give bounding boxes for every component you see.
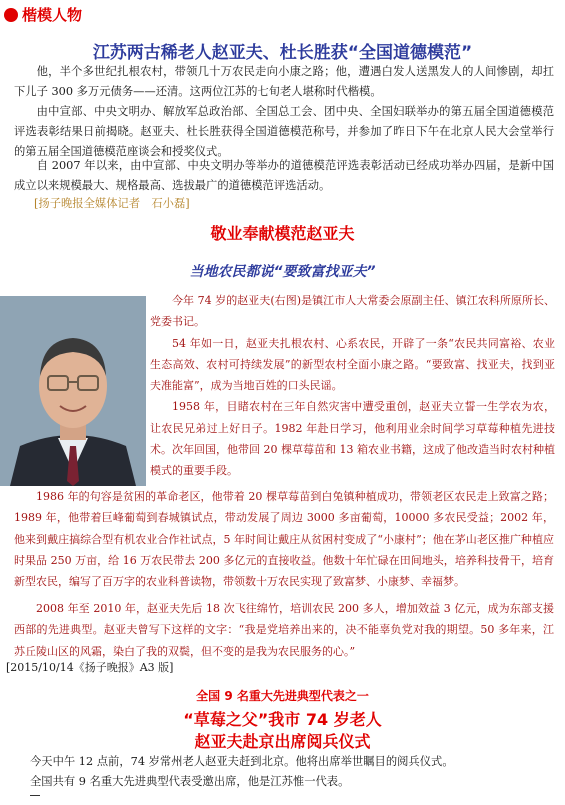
article3-headline-line1: 全国 9 名重大先进典型代表之一 [196,689,369,703]
continuation-dash [30,795,40,796]
article2-paragraph-3: 1958 年，目睹农村在三年自然灾害中遭受重创，赵亚夫立誓一生学农为农，让农民兄弟过上好日子。1982 年赴日学习，他利用业余时间学习草莓种植先进技术。次年回国，他带回 20 棵草莓苗和 13 箱农业书籍，这成了他改造当时农村种植模式的重要手段。 [150,400,555,478]
article2-subhead: 当地农民都说“要致富找亚夫” [189,264,376,280]
article1-paragraph-3: 自 2007 年以来，由中宣部、中央文明办等举办的道德模范评选表彰活动已经成功举办四届，是新中国成立以来规模最大、规格最高、选拔最广的道德模范评选活动。 [14,159,554,192]
article2-paragraph-4: 1986 年的句容是贫困的革命老区，他带着 20 棵草莓苗到白兔镇种植成功，带领老区农民走上致富之路；1989 年，他带着巨峰葡萄到春城镇试点，带动发展了周边 3000 多亩葡萄，10000 多农民受益；2002 年，他来到戴庄搞综合型有机农业合作社试点，5 年时间让戴庄从贫困村变成了“小康村”；他在茅山老区推广种植应时果品 250 万亩，给 16 万农民带去 200 多亿元的直接收益。他数十年忙碌在田间地头，培养科技骨干，培育新型农民，编写了百万字的农业科普读物，带领数十万农民实现了致富梦、小康梦、幸福梦。 [14,490,554,589]
article1-paragraph-1: 他，半个多世纪扎根农村，带领几十万农民走向小康之路；他，遭遇白发人送黑发人的人间惨剧，却扛下儿子 300 多万元债务——还清。这两位江苏的七旬老人堪称时代楷模。 [14,65,554,98]
section-header [4,4,82,25]
article1-credit: [扬子晚报全媒体记者 石小磊] [34,197,190,210]
article3-headline-line3: 赵亚夫赴京出席阅兵仪式 [194,732,371,751]
portrait-photo [0,296,146,486]
article1-headline: 江苏两古稀老人赵亚夫、杜长胜获“全国道德模范” [92,43,473,63]
article2-source: [2015/10/14《扬子晚报》A3 版] [6,661,174,674]
portrait-illustration [0,296,146,486]
article3-paragraph-1: 今天中午 12 点前，74 岁常州老人赵亚夫赶到北京。他将出席举世瞩目的阅兵仪式。 [30,755,454,768]
article2-paragraph-1: 今年 74 岁的赵亚夫(右图)是镇江市人大常委会原副主任、镇江农科所原所长、党委书记。 [150,294,555,329]
article2-body-right [150,290,555,482]
article2-paragraph-5: 2008 年至 2010 年，赵亚夫先后 18 次飞往绵竹，培训农民 200 多人，增加效益 3 亿元，成为东部支援西部的先进典型。赵亚夫曾写下这样的文字：“我是党培养出来的，决不能辜负党对我的期望。50 多年来，江苏丘陵山区的风霜，染白了我的双鬓，但不变的是我为农民服务的心。” [14,602,554,658]
red-bullet-icon [4,8,18,22]
article3-headline-line2: “草莓之父”我市 74 岁老人 [183,710,382,729]
article3-paragraph-2: 全国共有 9 名重大先进典型代表受邀出席，他是江苏惟一代表。 [30,775,350,788]
article2-paragraph-2: 54 年如一日，赵亚夫扎根农村、心系农民，开辟了一条“农民共同富裕、农业生态高效、农村可持续发展”的新型农村全面小康之路。“要致富、找亚夫，找到亚夫准能富”，成为当地百姓的口头民谣。 [150,336,555,393]
article1-paragraph-2: 由中宣部、中央文明办、解放军总政治部、全国总工会、团中央、全国妇联举办的第五届全国道德模范评选表彰结果日前揭晓。赵亚夫、杜长胜获得全国道德模范称号，并参加了昨日下午在北京人民大会堂举行的第五届全国道德模范座谈会和授奖仪式。 [14,105,554,158]
section-title: 楷模人物 [22,6,83,24]
article2-headline: 敬业奉献模范赵亚夫 [210,224,355,243]
